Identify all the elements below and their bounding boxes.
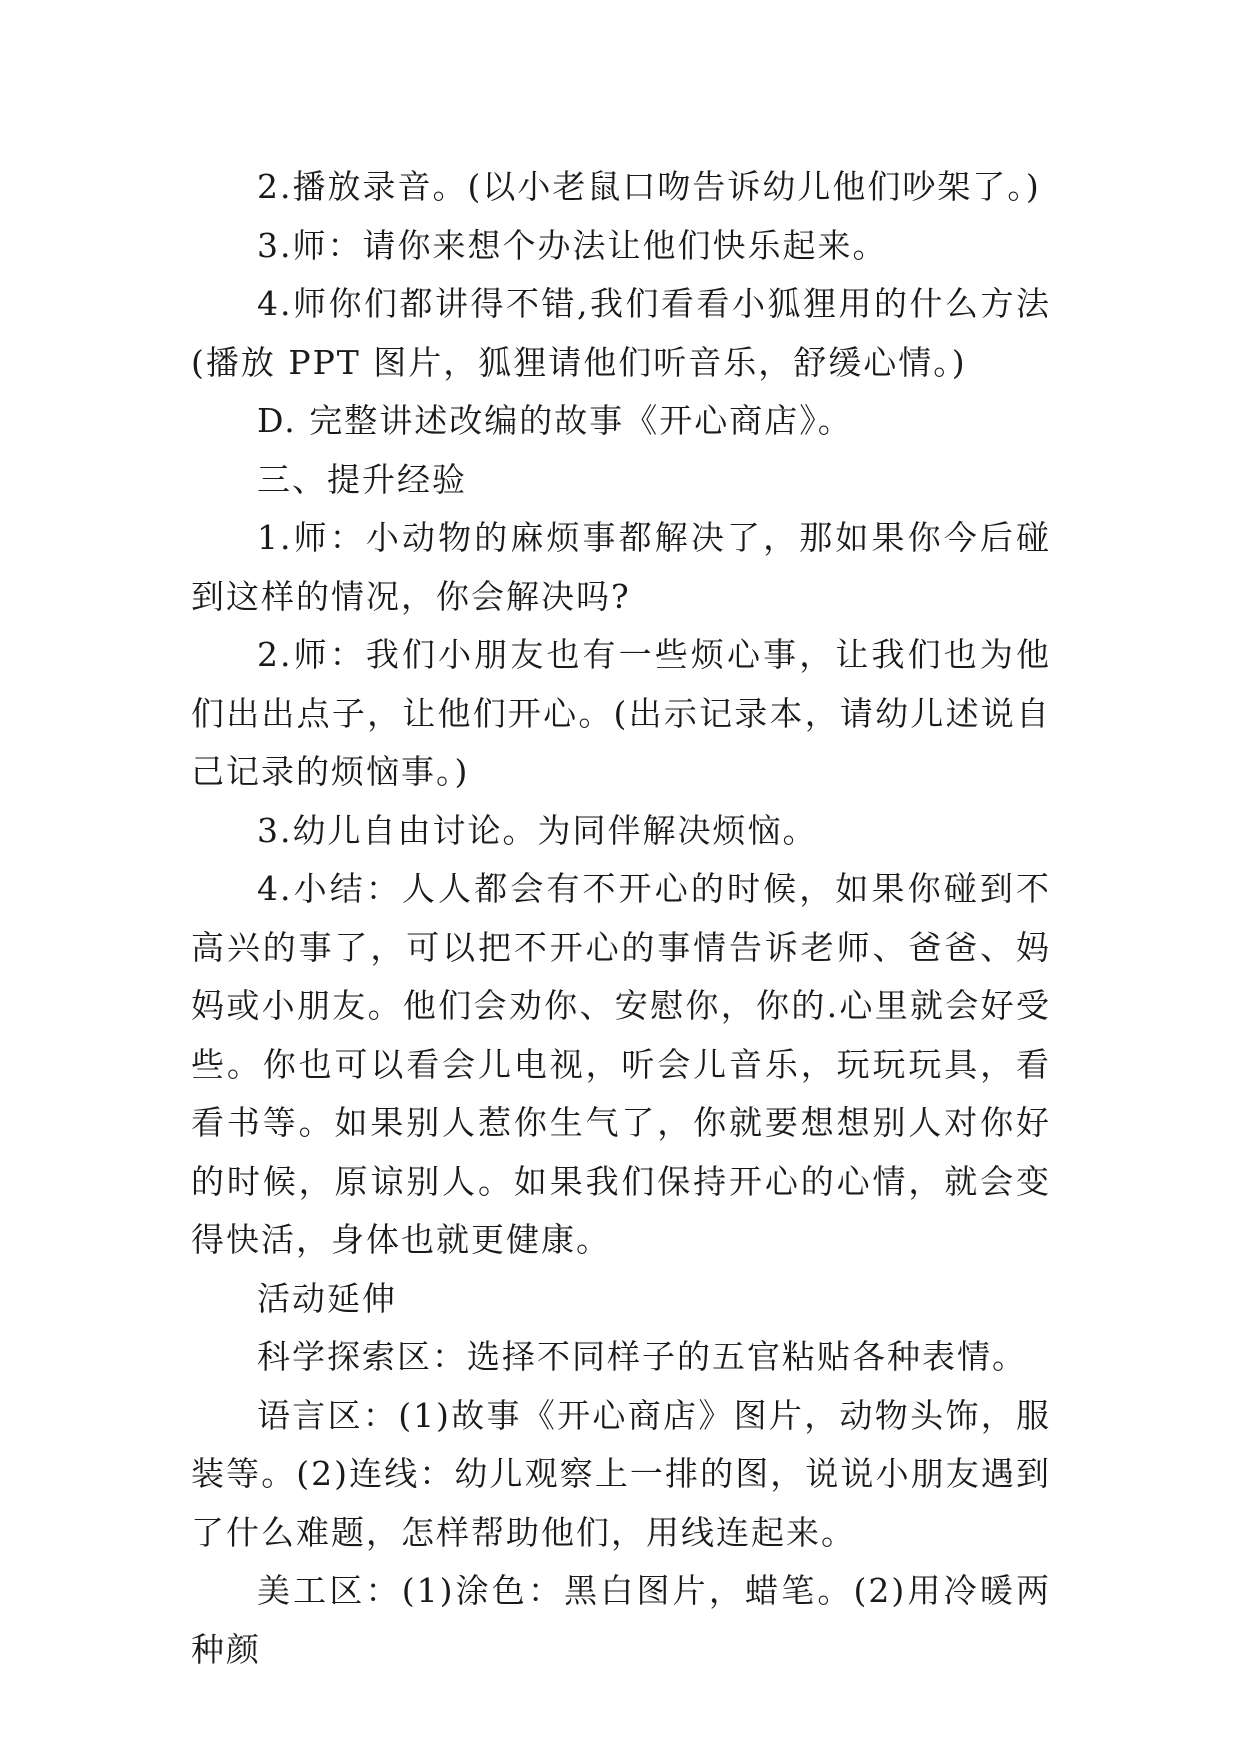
section-heading-activity-extension: 活动延伸 xyxy=(257,1278,397,1318)
paragraph-language-area: 语言区：(1)故事《开心商店》图片，动物头饰，服装等。(2)连线：幼儿观察上一排的图，说说小朋友遇到了什么难题，怎样帮助他们，用线连起来。 xyxy=(191,1395,1051,1552)
paragraph-science-area: 科学探索区：选择不同样子的五官粘贴各种表情。 xyxy=(257,1337,1027,1376)
paragraph-improve-1: 1.师：小动物的麻烦事都解决了，那如果你今后碰到这样的情况，你会解决吗? xyxy=(191,518,1051,616)
paragraph-summary: 4.小结：人人都会有不开心的时候，如果你碰到不高兴的事了，可以把不开心的事情告诉老师、爸爸、妈妈或小朋友。他们会劝你、安慰你，你的.心里就会好受些。你也可以看会儿电视，听会儿音乐，玩玩玩具，看看书等。如果别人惹你生气了，你就要想想别人对你好的时候，原谅别人。如果我们保持开心的心情，就会变得快活，身体也就更健康。 xyxy=(191,869,1051,1259)
paragraph-step-3-think-method: 3.师：请你来想个办法让他们快乐起来。 xyxy=(257,225,888,265)
paragraph-improve-3: 3.幼儿自由讨论。为同伴解决烦恼。 xyxy=(257,810,818,850)
paragraph-improve-2: 2.师：我们小朋友也有一些烦心事，让我们也为他们出出点子，让他们开心。(出示记录本，请幼儿述说自己记录的烦恼事。) xyxy=(191,635,1051,791)
document-body xyxy=(191,158,1051,1679)
paragraph-step-4-fox-method: 4.师你们都讲得不错,我们看看小狐狸用的什么方法(播放 PPT 图片，狐狸请他们听音乐，舒缓心情。) xyxy=(191,284,1051,382)
paragraph-step-2-recording: 2.播放录音。(以小老鼠口吻告诉幼儿他们吵架了。) xyxy=(257,167,1041,206)
paragraph-art-area: 美工区：(1)涂色：黑白图片，蜡笔。(2)用冷暖两种颜 xyxy=(191,1571,1051,1669)
section-heading-improve-experience: 三、提升经验 xyxy=(257,459,467,499)
paragraph-retell-story: D. 完整讲述改编的故事《开心商店》。 xyxy=(257,401,853,440)
